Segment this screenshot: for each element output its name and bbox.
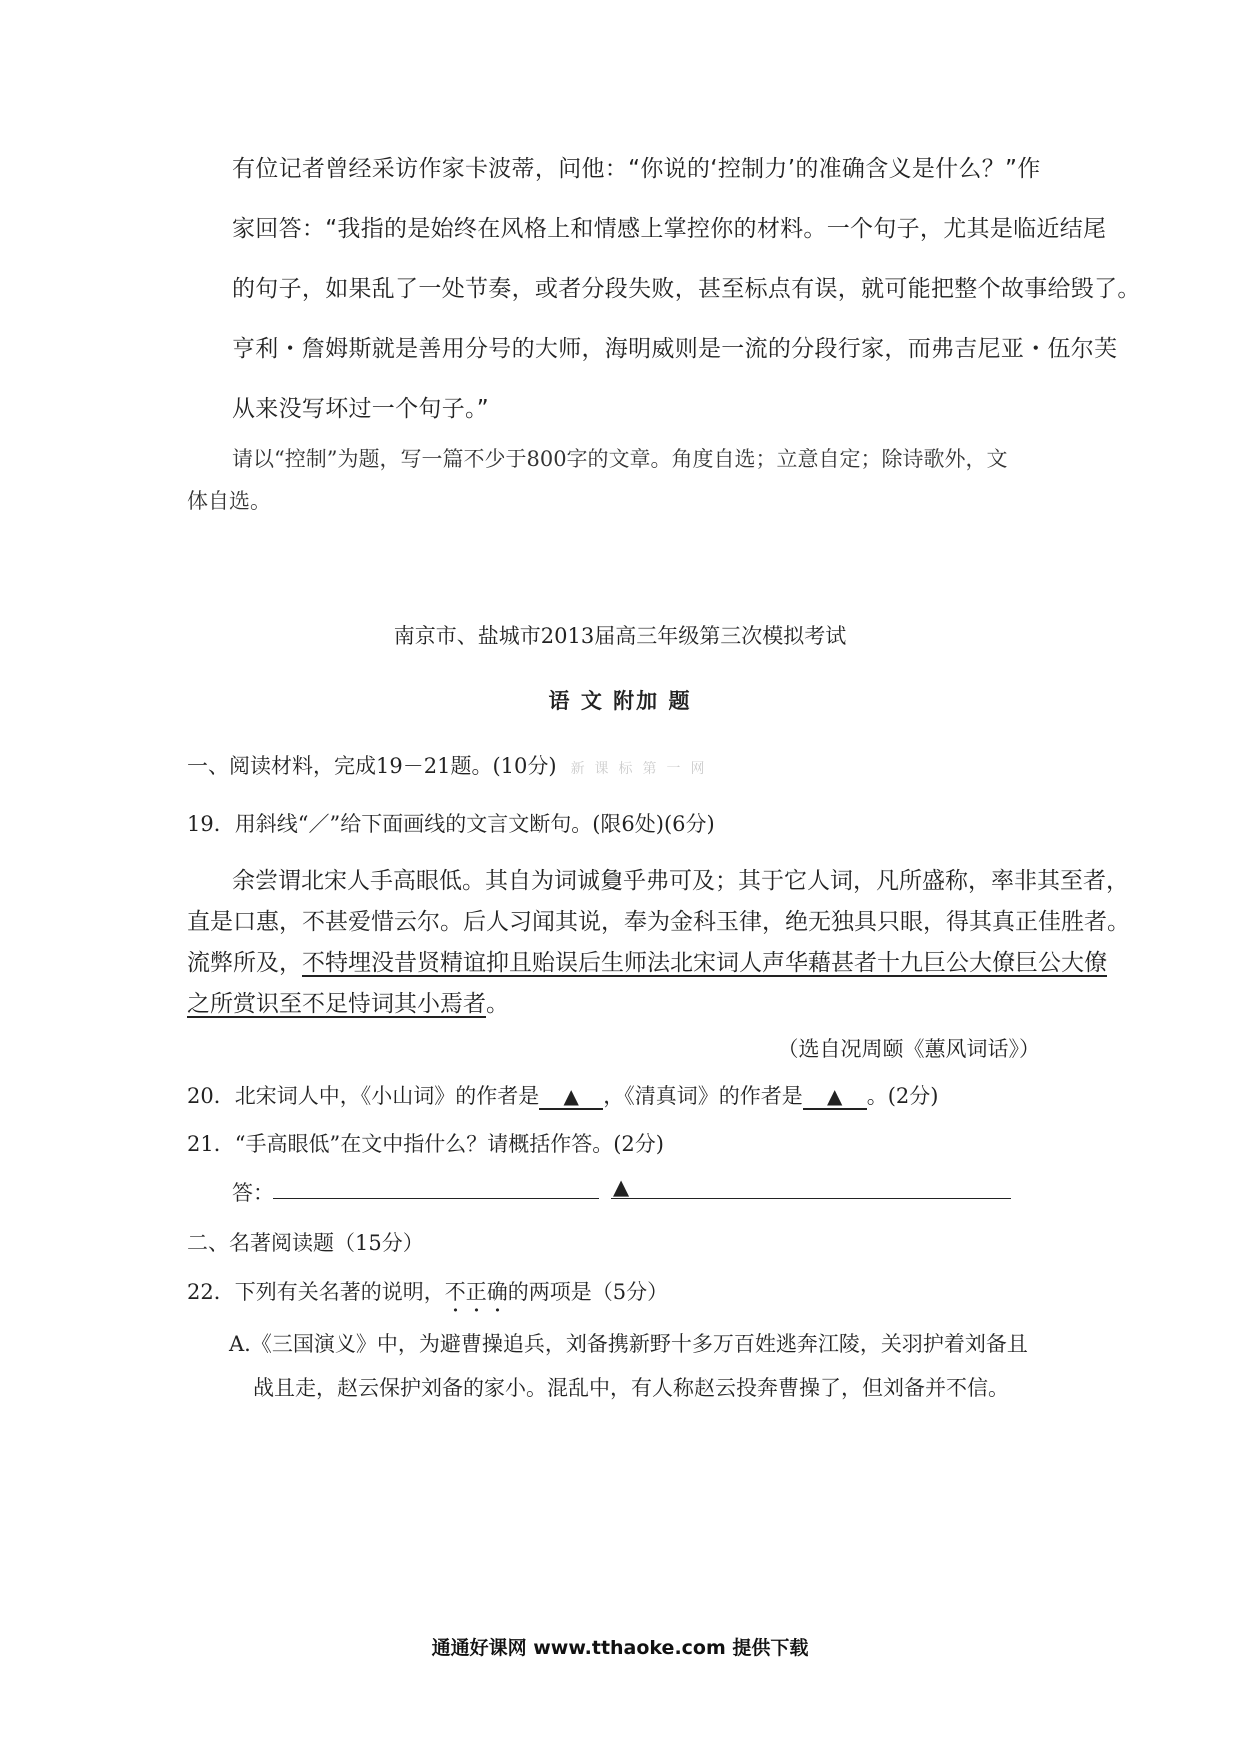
watermark-text: 新课标第一网 [570, 761, 715, 777]
exam-subtitle: 语 文 附加 题 [548, 688, 692, 713]
triangle-icon: ▲ [563, 1084, 579, 1108]
classical-plain-text: 流弊所及， [187, 950, 302, 976]
prompt-line: 请以“控制”为题，写一篇不少于800字的文章。角度自选；立意自定；除诗歌外，文 [232, 447, 1008, 471]
classical-line [187, 944, 1107, 977]
section1-heading [187, 750, 715, 780]
q20-mid: ，《清真词》的作者是 [603, 1084, 803, 1108]
q22-suffix: 的两项是（5分） [507, 1280, 669, 1304]
classical-line: 余尝谓北宋人手高眼低。其自为词诚敻乎弗可及；其于它人词，凡所盛称，率非其至者， [232, 868, 1129, 894]
classical-plain-text: 。 [486, 991, 509, 1017]
triangle-icon: ▲ [613, 1175, 630, 1199]
triangle-icon: ▲ [827, 1084, 843, 1108]
q21-answer-line-1[interactable] [273, 1198, 599, 1199]
section1-heading-text: 一、阅读材料，完成19－21题。(10分) [187, 754, 557, 778]
q20-answer-blank-2[interactable] [803, 1085, 867, 1110]
q22-option-a-line: 战且走，赵云保护刘备的家小。混乱中，有人称赵云投奔曹操了，但刘备并不信。 [253, 1376, 1009, 1400]
q22-prefix: 22．下列有关名著的说明， [187, 1280, 445, 1304]
quote-line: 亨利・詹姆斯就是善用分号的大师，海明威则是一流的分段行家，而弗吉尼亚・伍尔芙 [232, 336, 1118, 362]
q21-answer-label: 答： [232, 1181, 274, 1205]
q22-emphasis: 不正确 [444, 1280, 508, 1304]
classical-line [187, 985, 1057, 1018]
q20-answer-blank-1[interactable] [539, 1085, 603, 1110]
quote-line: 家回答：“我指的是始终在风格上和情感上掌控你的材料。一个句子，尤其是临近结尾 [232, 216, 1107, 242]
q21-text: 21．“手高眼低”在文中指什么？请概括作答。(2分) [187, 1132, 664, 1156]
q22-option-a-line: A.《三国演义》中，为避曹操追兵，刘备携新野十多万百姓逃奔江陵，关羽护着刘备且 [229, 1332, 1028, 1356]
classical-underlined-text: 之所赏识至不足恃词其小焉者 [187, 991, 486, 1017]
classical-underlined-text: 不特埋没昔贤精谊抑且贻误后生师法北宋词人声华藉甚者十九巨公大僚巨公大僚 [302, 950, 1107, 976]
q21-answer-line-2[interactable] [611, 1198, 1011, 1199]
quote-line: 从来没写坏过一个句子。” [232, 396, 490, 422]
page-footer: 通通好课网 www.tthaoke.com 提供下载 [431, 1637, 809, 1659]
q19-text: 19．用斜线“／”给下面画线的文言文断句。(限6处)(6分) [187, 812, 715, 836]
quote-line: 有位记者曾经采访作家卡波蒂，问他：“你说的‘控制力’的准确含义是什么？”作 [232, 156, 1041, 182]
classical-line: 直是口惠，不甚爱惜云尔。后人习闻其说，奉为金科玉律，绝无独具只眼，得其真正佳胜者。 [187, 909, 1130, 935]
exam-title: 南京市、盐城市2013届高三年级第三次模拟考试 [393, 624, 847, 648]
q20-suffix: 。(2分) [866, 1084, 939, 1108]
q22-text [187, 1276, 668, 1317]
quote-line: 的句子，如果乱了一处节奏，或者分段失败，甚至标点有误，就可能把整个故事给毁了。 [232, 276, 1141, 302]
section2-heading: 二、名著阅读题（15分） [187, 1231, 424, 1255]
q20-prefix: 20．北宋词人中，《小山词》的作者是 [187, 1084, 540, 1108]
q20-text [187, 1080, 938, 1110]
prompt-line: 体自选。 [187, 489, 271, 513]
q19-source: （选自况周颐《蕙风词话》） [777, 1037, 1040, 1061]
